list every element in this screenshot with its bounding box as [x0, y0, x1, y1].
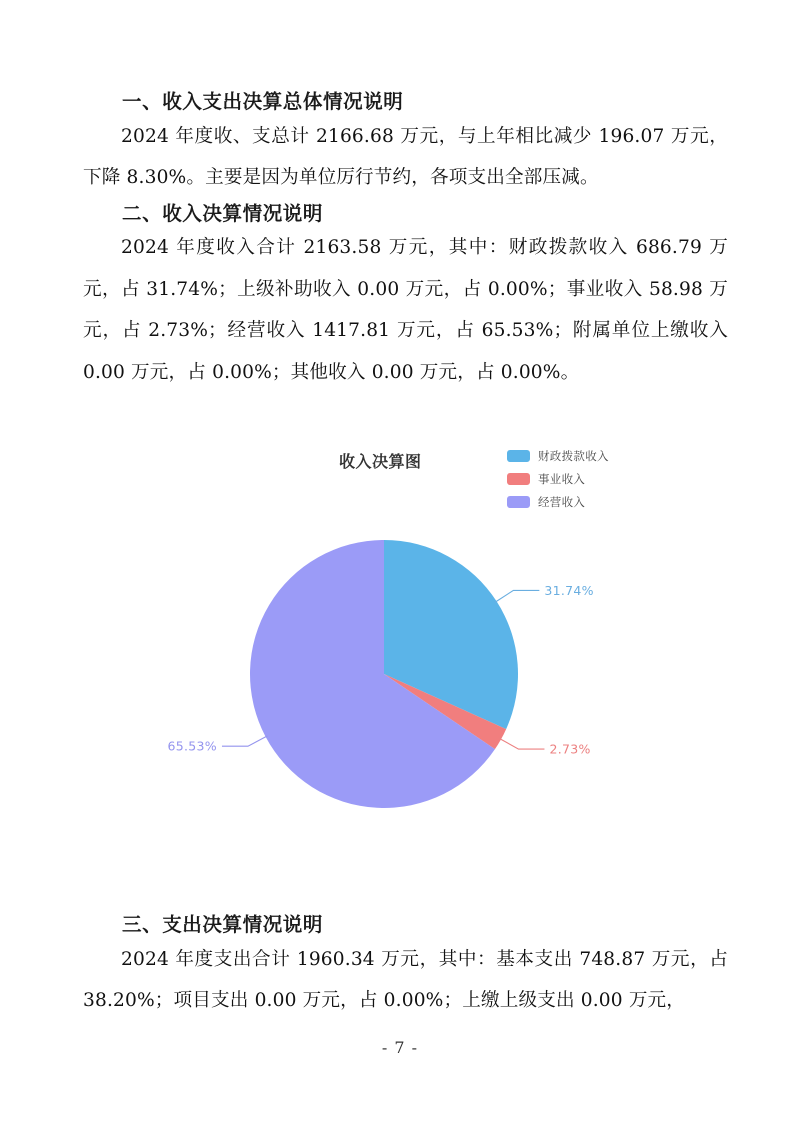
pie-leader-line-2	[222, 736, 267, 746]
pie-slice-group	[250, 540, 518, 808]
pie-slice-label-2: 65.53%	[167, 738, 217, 754]
section-paragraph-overall: 2024 年度收、支总计 2166.68 万元，与上年相比减少 196.07 万元，下降 8.30%。主要是因为单位厉行节约，各项支出全部压减。	[83, 125, 728, 188]
section-heading-income: 二、收入决算情况说明	[122, 201, 324, 225]
section-paragraph-income: 2024 年度收入合计 2163.58 万元，其中：财政拨款收入 686.79 万元，占 31.74%；上级补助收入 0.00 万元，占 0.00%；事业收入 58.98 万元，占 2.73%；经营收入 1417.81 万元，占 65.53%；附属单位上缴收入 0.00 万元，占 0.00%；其他收入 0.00 万元，占 0.00%。	[83, 237, 728, 383]
upper-text-content	[83, 92, 728, 393]
chart-title: 收入决算图	[339, 452, 422, 471]
page-number: - 7 -	[381, 1038, 419, 1057]
pie-svg	[0, 437, 800, 897]
lower-text-content	[83, 915, 728, 1022]
income-pie-chart	[0, 437, 800, 897]
pie-slice-label-0: 31.74%	[544, 582, 594, 598]
section-paragraph-expenditure: 2024 年度支出合计 1960.34 万元，其中：基本支出 748.87 万元，占 38.20%；项目支出 0.00 万元，占 0.00%；上缴上级支出 0.00 万元，	[83, 948, 728, 1011]
legend-label-0: 财政拨款收入	[538, 449, 609, 463]
pie-leader-line-1	[499, 738, 544, 749]
legend-label-1: 事业收入	[538, 472, 586, 486]
pie-leader-line-0	[495, 590, 539, 602]
legend-label-2: 经营收入	[538, 495, 586, 509]
section-heading-expenditure: 三、支出决算情况说明	[122, 913, 324, 936]
pie-slice-label-1: 2.73%	[549, 741, 591, 757]
section-heading-overall: 一、收入支出决算总体情况说明	[122, 90, 404, 113]
